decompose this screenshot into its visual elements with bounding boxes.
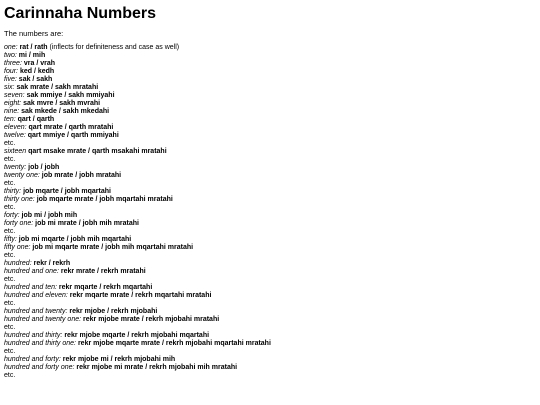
english-label: hundred and forty: bbox=[4, 356, 61, 363]
carinnaha-number: job mqarte mrate / jobh mqartahi mratahi bbox=[36, 196, 173, 203]
number-row bbox=[4, 332, 536, 340]
etc-text: etc. bbox=[4, 252, 16, 259]
number-row bbox=[4, 356, 536, 364]
english-label: eight: bbox=[4, 100, 22, 107]
carinnaha-number: sak mrate / sakh mratahi bbox=[16, 84, 99, 91]
number-row bbox=[4, 180, 536, 188]
english-label: ten: bbox=[4, 116, 16, 123]
carinnaha-number: mi / mih bbox=[18, 52, 46, 59]
english-label: hundred and twenty one: bbox=[4, 316, 82, 323]
number-row bbox=[4, 100, 536, 108]
number-row bbox=[4, 228, 536, 236]
english-label: six: bbox=[4, 84, 15, 91]
number-row bbox=[4, 236, 536, 244]
carinnaha-number: rekr mjobe mi mrate / rekrh mjobahi mih mratahi bbox=[76, 364, 238, 371]
carinnaha-number: ked / kedh bbox=[19, 68, 55, 75]
english-label: three: bbox=[4, 60, 22, 67]
english-label: fifty: bbox=[4, 236, 17, 243]
carinnaha-number: rekr / rekrh bbox=[33, 260, 71, 267]
english-label: hundred and thirty: bbox=[4, 332, 63, 339]
carinnaha-number: qart mrate / qarth mratahi bbox=[28, 124, 114, 131]
etc-text: etc. bbox=[4, 324, 16, 331]
carinnaha-number: rekr mjobe mi / rekrh mjobahi mih bbox=[62, 356, 176, 363]
intro-text: The numbers are: bbox=[4, 29, 64, 38]
number-row bbox=[4, 116, 536, 124]
etc-text: etc. bbox=[4, 300, 16, 307]
number-row bbox=[4, 268, 536, 276]
number-row bbox=[4, 60, 536, 68]
english-label: seven: bbox=[4, 92, 25, 99]
carinnaha-number: rat / rath bbox=[19, 44, 48, 51]
carinnaha-number: sak mvre / sakh mvrahi bbox=[23, 100, 101, 107]
etc-text: etc. bbox=[4, 156, 16, 163]
number-row bbox=[4, 212, 536, 220]
etc-text: etc. bbox=[4, 204, 16, 211]
number-row bbox=[4, 260, 536, 268]
carinnaha-number: job mi mqarte / jobh mih mqartahi bbox=[18, 236, 132, 243]
carinnaha-number: rekr mqarte / rekrh mqartahi bbox=[58, 284, 153, 291]
number-row bbox=[4, 244, 536, 252]
english-label: one: bbox=[4, 44, 18, 51]
number-row bbox=[4, 164, 536, 172]
carinnaha-number: rekr mjobe mrate / rekrh mjobahi mratahi bbox=[83, 316, 220, 323]
number-row bbox=[4, 156, 536, 164]
carinnaha-number: sak mmiye / sakh mmiyahi bbox=[26, 92, 115, 99]
number-row bbox=[4, 324, 536, 332]
number-row bbox=[4, 76, 536, 84]
carinnaha-number: job mrate / jobh mratahi bbox=[41, 172, 122, 179]
english-label: thirty one: bbox=[4, 196, 35, 203]
english-label: two: bbox=[4, 52, 17, 59]
english-label: forty one: bbox=[4, 220, 34, 227]
number-row bbox=[4, 84, 536, 92]
number-row bbox=[4, 188, 536, 196]
carinnaha-number: rekr mjobe mqarte / rekrh mjobahi mqartahi bbox=[64, 332, 210, 339]
number-row bbox=[4, 108, 536, 116]
number-row bbox=[4, 316, 536, 324]
number-row bbox=[4, 220, 536, 228]
english-label: five: bbox=[4, 76, 17, 83]
etc-text: etc. bbox=[4, 276, 16, 283]
number-row bbox=[4, 92, 536, 100]
number-list bbox=[4, 44, 536, 380]
english-label: hundred: bbox=[4, 260, 32, 267]
number-row bbox=[4, 140, 536, 148]
english-label: hundred and one: bbox=[4, 268, 59, 275]
number-row bbox=[4, 132, 536, 140]
carinnaha-number: rekr mrate / rekrh mratahi bbox=[60, 268, 146, 275]
english-label: hundred and forty one: bbox=[4, 364, 75, 371]
etc-text: etc. bbox=[4, 228, 16, 235]
english-label: twenty: bbox=[4, 164, 27, 171]
number-row bbox=[4, 68, 536, 76]
carinnaha-number: job mi / jobh mih bbox=[21, 212, 78, 219]
number-row bbox=[4, 292, 536, 300]
number-row bbox=[4, 196, 536, 204]
english-label: four: bbox=[4, 68, 19, 75]
number-row bbox=[4, 340, 536, 348]
english-label: twenty one: bbox=[4, 172, 40, 179]
number-row bbox=[4, 372, 536, 380]
number-row bbox=[4, 204, 536, 212]
english-label: fifty one: bbox=[4, 244, 31, 251]
carinnaha-number: qart mmiye / qarth mmiyahi bbox=[27, 132, 119, 139]
number-row bbox=[4, 148, 536, 156]
number-row bbox=[4, 276, 536, 284]
number-row bbox=[4, 172, 536, 180]
carinnaha-number: vra / vrah bbox=[23, 60, 55, 67]
carinnaha-number: rekr mqarte mrate / rekrh mqartahi mratahi bbox=[69, 292, 212, 299]
english-label: thirty: bbox=[4, 188, 22, 195]
carinnaha-number: rekr mjobe mqarte mrate / rekrh mjobahi mqartahi mratahi bbox=[77, 340, 271, 347]
english-label: twelve: bbox=[4, 132, 26, 139]
carinnaha-number: job mi mqarte mrate / jobh mih mqartahi mratahi bbox=[32, 244, 194, 251]
page-title: Carinnaha Numbers bbox=[4, 5, 157, 22]
inflection-note: (inflects for definiteness and case as well) bbox=[49, 44, 180, 51]
number-row bbox=[4, 364, 536, 372]
english-label: eleven: bbox=[4, 124, 27, 131]
number-row bbox=[4, 348, 536, 356]
etc-text: etc. bbox=[4, 180, 16, 187]
number-row bbox=[4, 308, 536, 316]
etc-text: etc. bbox=[4, 348, 16, 355]
english-label: hundred and ten: bbox=[4, 284, 57, 291]
carinnaha-number: job mqarte / jobh mqartahi bbox=[23, 188, 111, 195]
etc-text: etc. bbox=[4, 372, 16, 379]
english-label: sixteen bbox=[4, 148, 27, 155]
number-row bbox=[4, 300, 536, 308]
number-row bbox=[4, 252, 536, 260]
number-row bbox=[4, 284, 536, 292]
carinnaha-number: job mi mrate / jobh mih mratahi bbox=[35, 220, 139, 227]
number-row bbox=[4, 52, 536, 60]
carinnaha-number: sak mkede / sakh mkedahi bbox=[21, 108, 110, 115]
number-row bbox=[4, 44, 536, 52]
english-label: hundred and eleven: bbox=[4, 292, 68, 299]
carinnaha-number: rekr mjobe / rekrh mjobahi bbox=[69, 308, 158, 315]
english-label: hundred and twenty: bbox=[4, 308, 68, 315]
carinnaha-number: job / jobh bbox=[28, 164, 60, 171]
etc-text: etc. bbox=[4, 140, 16, 147]
carinnaha-number: qart msake mrate / qarth msakahi mratahi bbox=[28, 148, 167, 155]
carinnaha-number: sak / sakh bbox=[18, 76, 53, 83]
english-label: forty: bbox=[4, 212, 20, 219]
carinnaha-number: qart / qarth bbox=[17, 116, 55, 123]
number-row bbox=[4, 124, 536, 132]
english-label: nine: bbox=[4, 108, 20, 115]
english-label: hundred and thirty one: bbox=[4, 340, 76, 347]
